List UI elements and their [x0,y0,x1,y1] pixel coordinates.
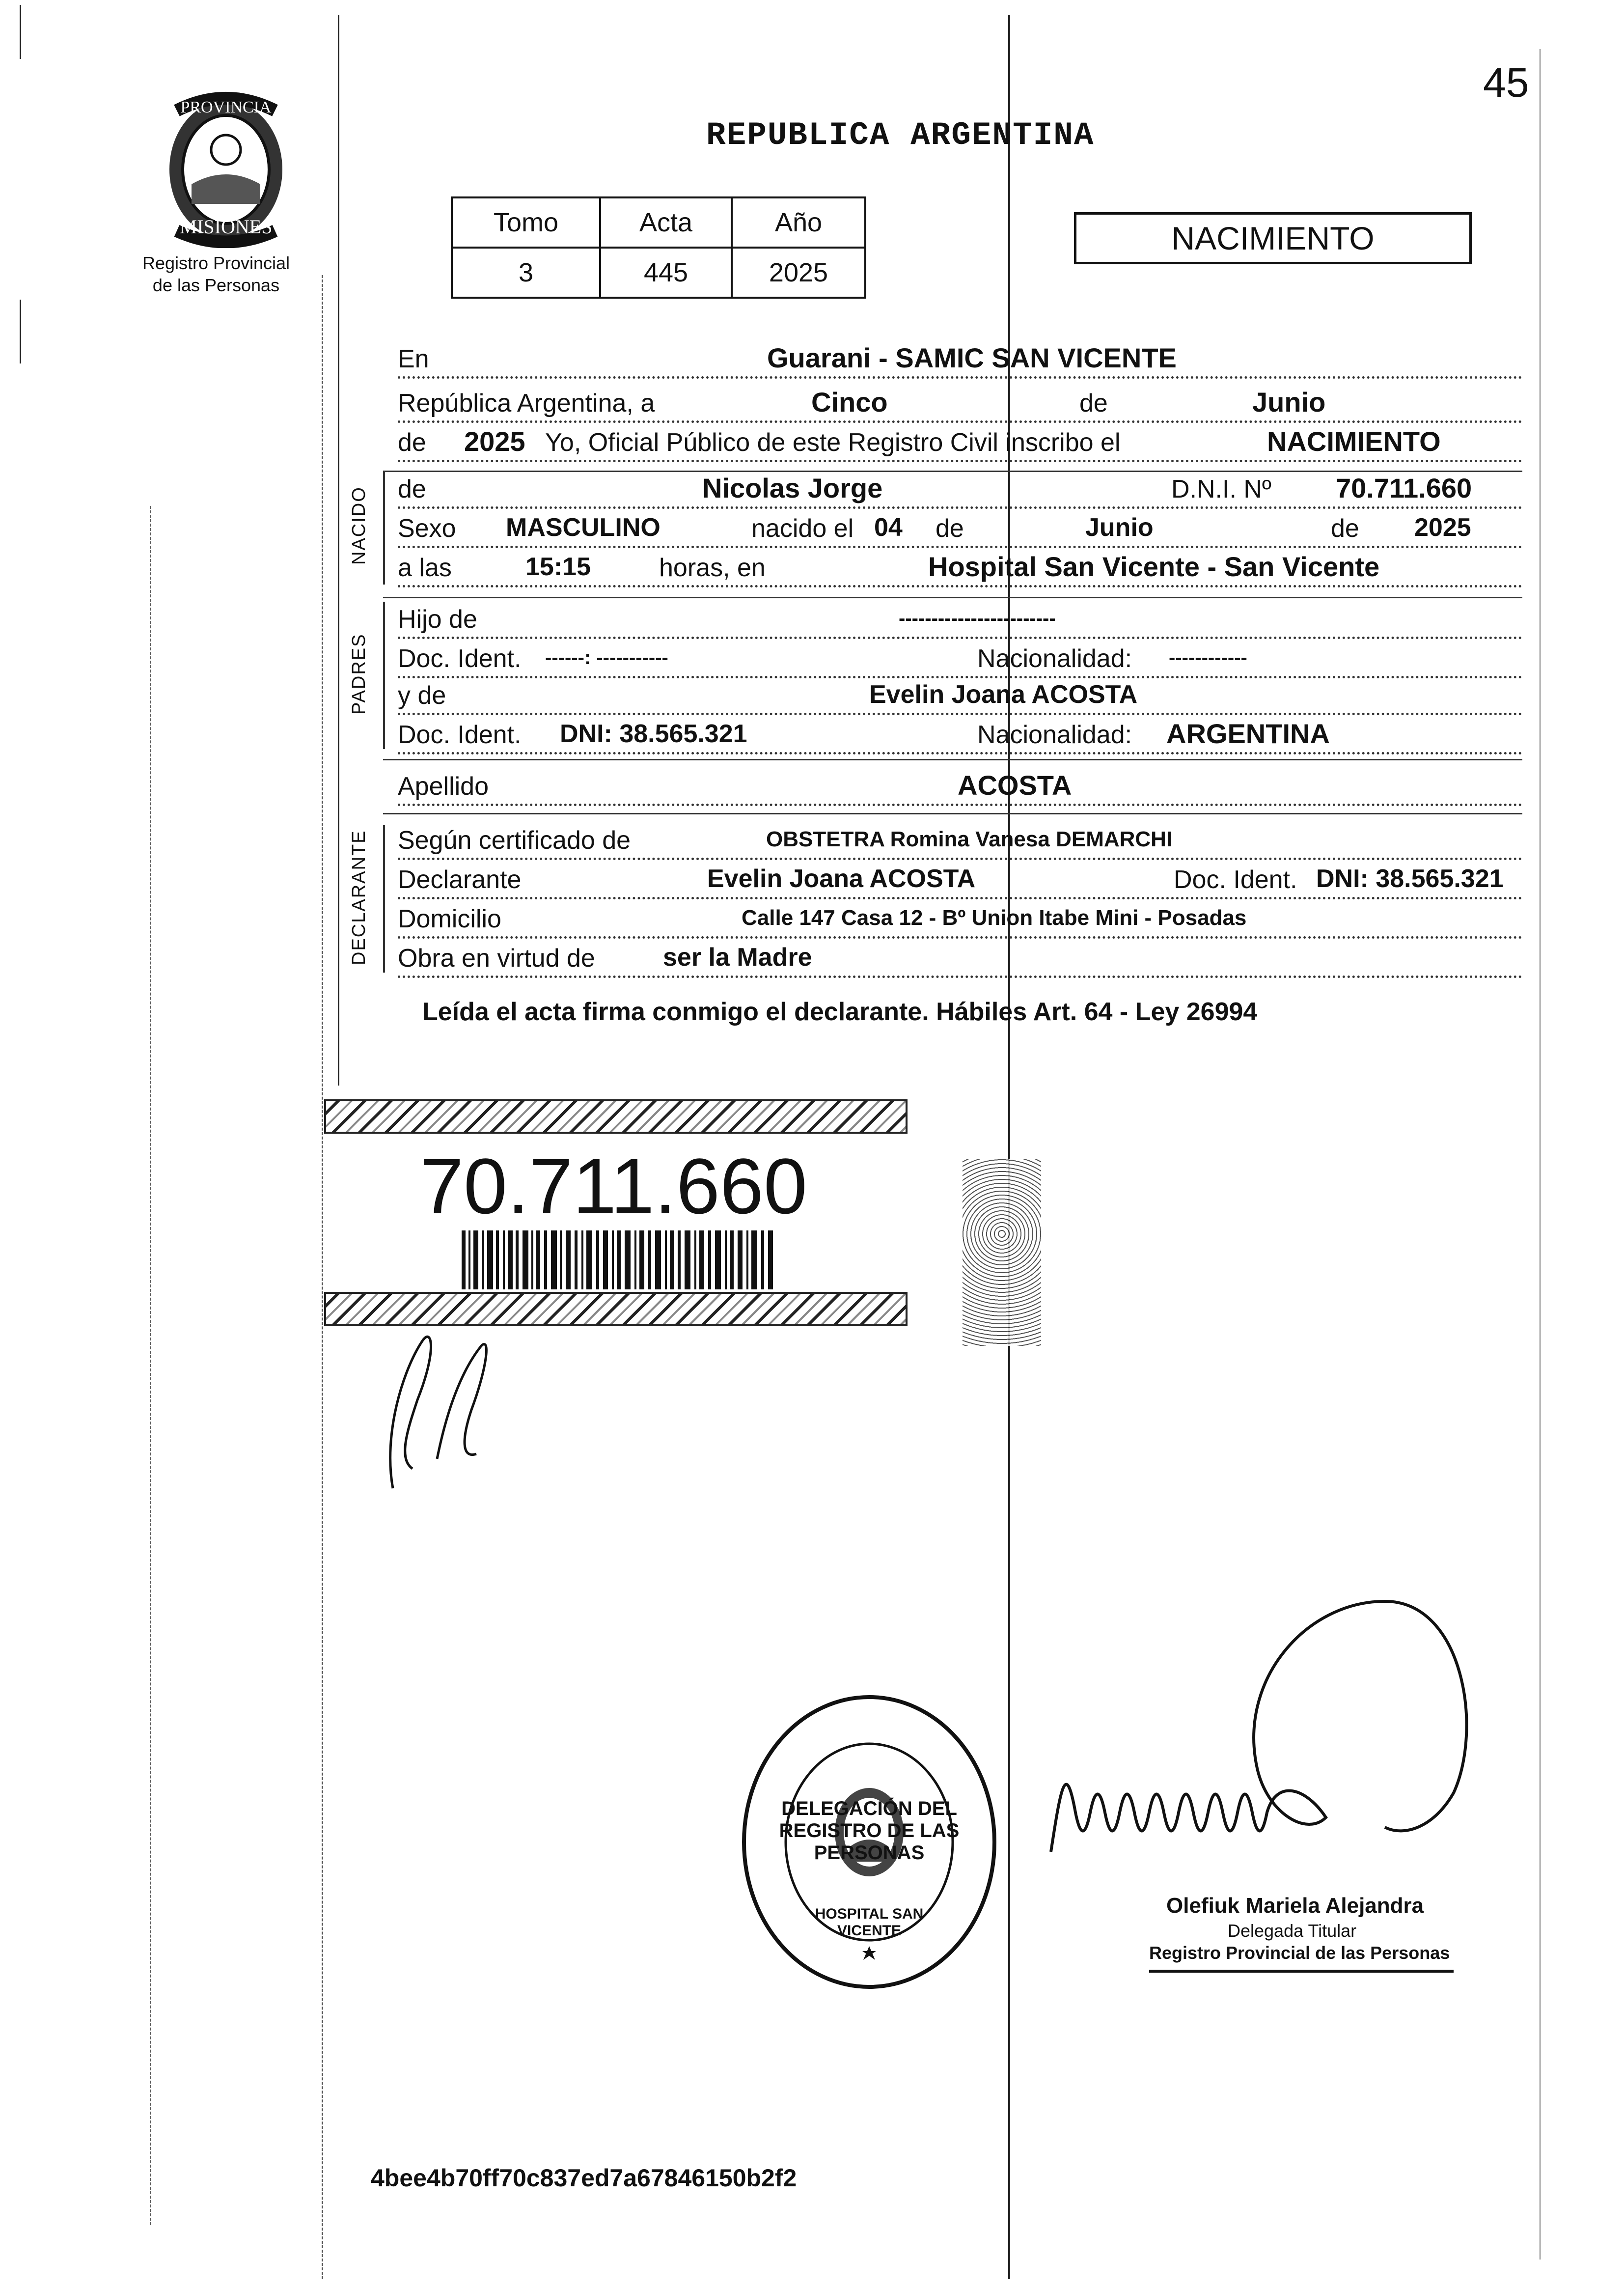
birth-year: 2025 [1414,513,1471,542]
row-hijo [398,604,1522,639]
row-en [398,344,1522,379]
intro-sentence: Yo, Oficial Público de este Registro Civil inscribo el [545,428,1121,457]
horas-label: horas, en [659,554,766,582]
a-las-label: a las [398,554,452,582]
value-anio: 2025 [732,248,865,298]
initials-signature [363,1311,511,1498]
birth-time: 15:15 [525,553,591,581]
logo-banner-top: PROVINCIA DE [180,98,272,135]
nacionalidad-label: Nacionalidad: [977,644,1132,673]
birth-day: 04 [874,513,903,542]
row-apellido [398,771,1522,806]
de-month-label: de [936,514,964,543]
apellido-label: Apellido [398,772,489,801]
separator-line-3 [383,759,1522,760]
certificado-label: Según certificado de [398,826,631,855]
signer-title: Delegada Titular [1228,1921,1357,1941]
hijo-label: Hijo de [398,605,477,634]
separator-line-4 [383,813,1522,814]
padres-bracket [383,602,385,749]
doc-ident-label: Doc. Ident. [398,644,522,673]
left-dash [150,506,151,2225]
sex-value: MASCULINO [506,513,661,542]
signer-name: Olefiuk Mariela Alejandra [1166,1894,1424,1918]
apellido-value: ACOSTA [958,770,1072,801]
row-obra [398,943,1522,978]
row-sexo [398,513,1522,548]
declarante-label: Declarante [398,865,522,894]
value-tomo: 3 [452,248,600,298]
row-declarante [398,865,1522,899]
signer-underline [1149,1970,1454,1973]
year-value: 2025 [464,426,525,457]
sexo-label: Sexo [398,514,456,543]
declarant-doc: DNI: 38.565.321 [1316,865,1504,893]
doc-ident-label-2: Doc. Ident. [398,721,522,749]
de2-label: de [398,428,426,457]
republica-label: República Argentina, a [398,389,655,418]
registry-name-line1: Registro Provincial [142,253,290,273]
day-words-value: Cinco [811,387,888,418]
place-value: Guarani - SAMIC SAN VICENTE [767,342,1177,373]
nacido-bracket [383,472,385,585]
declarant-name: Evelin Joana ACOSTA [707,865,976,893]
header-anio: Año [732,197,865,248]
en-label: En [398,345,429,373]
row-madre [398,680,1522,715]
country-title: REPUBLICA ARGENTINA [706,117,1095,154]
obra-label: Obra en virtud de [398,944,595,973]
mother-nationality: ARGENTINA [1166,718,1330,749]
father-nationality: ------------ [1169,647,1247,669]
de-label: de [1079,389,1108,418]
seal-inner-text: HOSPITAL SAN VICENTE [815,1906,924,1939]
y-de-label: y de [398,681,446,710]
doc-ident-label-3: Doc. Ident. [1174,865,1297,894]
signer-office: Registro Provincial de las Personas [1149,1943,1450,1963]
registry-name-line2: de las Personas [152,275,280,295]
record-table [451,196,866,299]
padres-section-label: PADRES [349,633,369,715]
value-acta: 445 [600,248,732,298]
row-doc-padre [398,643,1522,678]
header-acta: Acta [600,197,732,248]
separator-line [383,471,1522,472]
dni-value: 70.711.660 [1336,473,1472,503]
mother-name: Evelin Joana ACOSTA [869,680,1138,709]
right-edge-line [1540,49,1541,2260]
de-name-label: de [398,475,426,503]
security-hologram [963,1159,1041,1346]
month-value: Junio [1252,387,1326,418]
barcode [462,1230,776,1289]
mother-doc: DNI: 38.565.321 [560,720,747,748]
row-republica [398,388,1522,423]
child-name: Nicolas Jorge [702,473,883,503]
dni-label: D.N.I. Nº [1171,475,1271,503]
margin-line [338,15,339,1086]
page-number: 45 [1483,59,1529,106]
scan-line-left [20,5,21,59]
row-year [398,427,1522,462]
row-certificado [398,825,1522,860]
father-doc: ------: ----------- [545,647,668,669]
declarante-bracket [383,825,385,973]
header-tomo: Tomo [452,197,600,248]
seal-text: DELEGACIÓN DEL REGISTRO DE LAS PERSONAS [779,1798,960,1864]
domicilio-label: Domicilio [398,905,501,933]
record-type-box: NACIMIENTO [1074,212,1472,264]
scan-line-left-2 [20,300,21,363]
closing-statement: Leída el acta firma conmigo el declarante. Hábiles Art. 64 - Ley 26994 [422,998,1258,1026]
nacionalidad-label-2: Nacionalidad: [977,721,1132,749]
address-value: Calle 147 Casa 12 - Bº Union Itabe Mini - Posadas [742,906,1247,930]
father-name: ------------------------ [899,608,1056,629]
official-signature [1031,1582,1483,1925]
row-nacido-name [398,474,1522,509]
security-band-top [324,1099,908,1134]
barcode-number: 70.711.660 [420,1142,807,1230]
nacido-section-label: NACIDO [349,486,369,565]
row-hora [398,553,1522,587]
capacity-value: ser la Madre [663,943,812,972]
event-value: NACIMIENTO [1267,426,1441,457]
document-hash: 4bee4b70ff70c837ed7a67846150b2f2 [371,2164,797,2192]
birth-month: Junio [1085,513,1154,542]
row-domicilio [398,904,1522,939]
certificate-value: OBSTETRA Romina Vanesa DEMARCHI [766,827,1173,851]
nacido-el-label: nacido el [751,514,854,543]
row-doc-madre [398,720,1522,754]
logo-banner-bottom: MISIONES [179,216,273,238]
de-year-label: de [1331,514,1359,543]
declarante-section-label: DECLARANTE [349,830,369,965]
birth-place: Hospital San Vicente - San Vicente [928,551,1380,582]
margin-dash [322,275,323,2279]
separator-line-2 [383,597,1522,598]
